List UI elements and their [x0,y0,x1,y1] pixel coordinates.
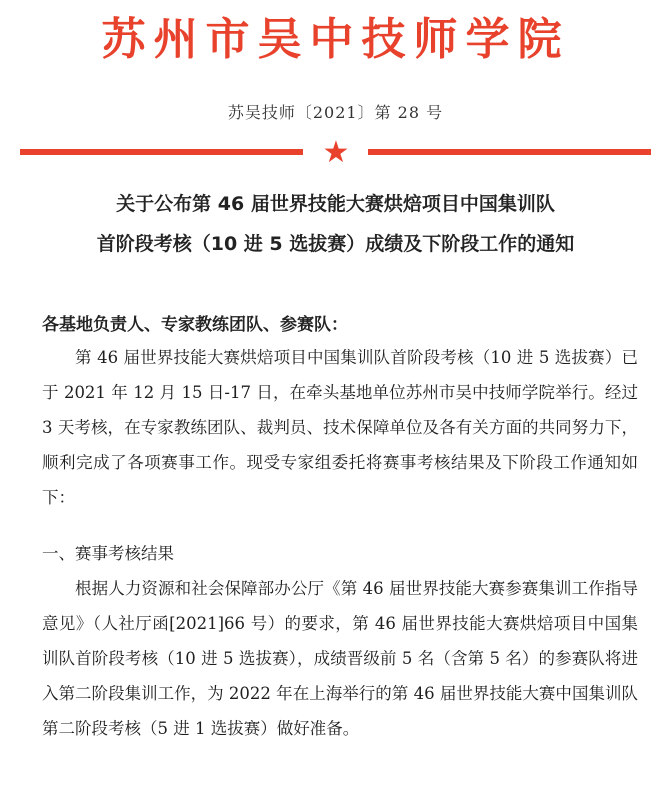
paragraph-results: 根据人力资源和社会保障部办公厅《第 46 届世界技能大赛参赛集训工作指导意见》（人社厅函[2021]66 号）的要求，第 46 届世界技能大赛烘焙项目中国集训队首阶段考核（10 进 5 选拔赛），成绩晋级前 5 名（含第 5 名）的参赛队将进入第二阶段集训工作，为 2022 年在上海举行的第 46 届世界技能大赛中国集训队第二阶段考核（5 进 1 选拔赛）做好准备。 [42,579,638,738]
red-divider [20,135,651,170]
divider-line-right [368,149,651,155]
institution-header: 苏州市吴中技师学院 [101,14,570,65]
salutation: 各基地负责人、专家教练团队、参赛队： [42,315,348,335]
notice-title-line2: 首阶段考核（10 进 5 选拔赛）成绩及下阶段工作的通知 [96,233,575,255]
document-number: 苏吴技师〔2021〕第 28 号 [227,103,444,122]
notice-title-line1: 关于公布第 46 届世界技能大赛烘焙项目中国集训队 [116,193,555,215]
section-heading-results: 一、赛事考核结果 [42,544,174,563]
divider-line-left [20,149,303,155]
paragraph-intro: 第 46 届世界技能大赛烘焙项目中国集训队首阶段考核（10 进 5 选拔赛）已于 2021 年 12 月 15 日-17 日，在牵头基地单位苏州市吴中技师学院举行。经过 3 天考核，在专家教练团队、裁判员、技术保障单位及各有关方面的共同努力下，顺利完成了各项赛事工作。现受专家组委托将赛事考核结果及下阶段工作通知如下： [42,348,638,507]
star-icon: ★ [322,135,350,170]
notice-title [0,184,671,264]
